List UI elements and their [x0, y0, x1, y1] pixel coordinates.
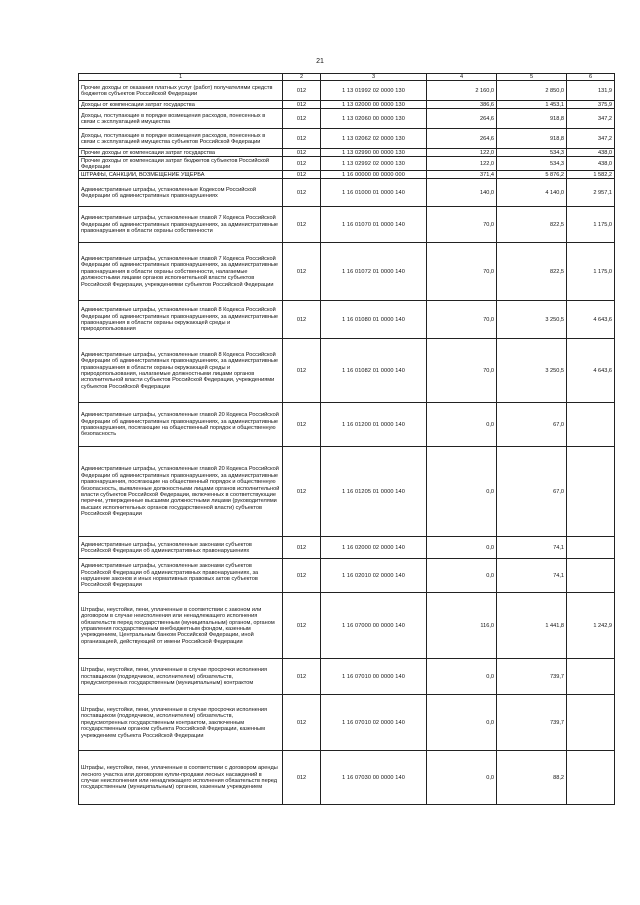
table-row: [79, 101, 615, 109]
row-budget-code-cell: 1 16 01082 01 0000 140: [321, 339, 427, 403]
row-value-col4-cell: 0,0: [427, 659, 497, 695]
header-cell-1: 1: [79, 74, 283, 81]
row-name-cell: Административные штрафы, установленные главой 8 Кодекса Российской Федерации об административных правонарушениях, за административные правонарушения в области охраны окружающей среды и природопользования: [79, 301, 283, 339]
row-value-col5-cell: 534,3: [497, 157, 567, 171]
row-value-col5-cell: 822,5: [497, 207, 567, 243]
row-budget-code-cell: 1 13 02000 00 0000 130: [321, 101, 427, 109]
row-value-col6-cell: 1 175,0: [567, 243, 615, 301]
table-row: [79, 301, 615, 339]
row-name-cell: Штрафы, неустойки, пени, уплаченные в случае просрочки исполнения поставщиком (подрядчиком, исполнителем) обязательств, предусмотренных государственным контрактом, заключенным государственным органом субъекта Российской Федерации, казенным учреждением субъекта Российской Федерации: [79, 695, 283, 751]
header-cell-5: 5: [497, 74, 567, 81]
row-value-col5-cell: 88,2: [497, 751, 567, 805]
row-admin-code-cell: 012: [283, 109, 321, 129]
row-value-col6-cell: 347,2: [567, 109, 615, 129]
row-admin-code-cell: 012: [283, 171, 321, 179]
row-value-col4-cell: 122,0: [427, 149, 497, 157]
row-value-col4-cell: 0,0: [427, 403, 497, 447]
row-value-col5-cell: 3 250,5: [497, 301, 567, 339]
row-name-cell: ШТРАФЫ, САНКЦИИ, ВОЗМЕЩЕНИЕ УЩЕРБА: [79, 171, 283, 179]
table-row: [79, 171, 615, 179]
row-value-col5-cell: 918,8: [497, 109, 567, 129]
row-budget-code-cell: 1 16 07030 00 0000 140: [321, 751, 427, 805]
row-name-cell: Доходы, поступающие в порядке возмещения расходов, понесенных в связи с эксплуатацией имущества субъектов Российской Федерации: [79, 129, 283, 149]
row-value-col4-cell: 70,0: [427, 301, 497, 339]
table-row: [79, 537, 615, 559]
row-value-col4-cell: 0,0: [427, 537, 497, 559]
row-value-col4-cell: 140,0: [427, 179, 497, 207]
row-value-col5-cell: 2 850,0: [497, 81, 567, 101]
header-cell-6: 6: [567, 74, 615, 81]
row-value-col5-cell: 1 453,1: [497, 101, 567, 109]
row-name-cell: Административные штрафы, установленные главой 7 Кодекса Российской Федерации об административных правонарушениях, за административные правонарушения в области охраны собственности, налагаемые должностными лицами органов исполнительной власти субъектов Российской Федерации, учреждениями субъектов Российской Федерации: [79, 243, 283, 301]
row-name-cell: Прочие доходы от оказания платных услуг (работ) получателями средств бюджетов субъектов Российской Федерации: [79, 81, 283, 101]
table-row: [79, 339, 615, 403]
table-row: [79, 157, 615, 171]
row-budget-code-cell: 1 16 01200 01 0000 140: [321, 403, 427, 447]
row-value-col5-cell: 5 876,2: [497, 171, 567, 179]
row-value-col6-cell: [567, 537, 615, 559]
table-row: [79, 207, 615, 243]
row-budget-code-cell: 1 13 02060 00 0000 130: [321, 109, 427, 129]
row-budget-code-cell: 1 13 02062 02 0000 130: [321, 129, 427, 149]
table-row: [79, 81, 615, 101]
row-admin-code-cell: 012: [283, 81, 321, 101]
row-value-col5-cell: 3 250,5: [497, 339, 567, 403]
table-row: [79, 593, 615, 659]
row-admin-code-cell: 012: [283, 129, 321, 149]
row-admin-code-cell: 012: [283, 695, 321, 751]
row-value-col4-cell: 2 160,0: [427, 81, 497, 101]
page-number: 21: [316, 58, 324, 65]
row-value-col5-cell: 74,1: [497, 537, 567, 559]
row-value-col6-cell: 438,0: [567, 157, 615, 171]
table-row: [79, 695, 615, 751]
row-value-col5-cell: 918,8: [497, 129, 567, 149]
row-name-cell: Штрафы, неустойки, пени, уплаченные в соответствии с договором аренды лесного участка или договором купли-продажи лесных насаждений в случае неисполнения или ненадлежащего исполнения обязательств перед государственным (муниципальным) органом, казенным учреждением: [79, 751, 283, 805]
row-value-col6-cell: 375,9: [567, 101, 615, 109]
table-row: [79, 659, 615, 695]
row-value-col5-cell: 739,7: [497, 695, 567, 751]
row-value-col4-cell: 0,0: [427, 695, 497, 751]
row-admin-code-cell: 012: [283, 537, 321, 559]
row-value-col5-cell: 822,5: [497, 243, 567, 301]
row-admin-code-cell: 012: [283, 403, 321, 447]
row-admin-code-cell: 012: [283, 157, 321, 171]
row-budget-code-cell: 1 16 02010 02 0000 140: [321, 559, 427, 593]
table-row: [79, 751, 615, 805]
row-admin-code-cell: 012: [283, 101, 321, 109]
row-value-col4-cell: 0,0: [427, 559, 497, 593]
row-value-col4-cell: 70,0: [427, 207, 497, 243]
table-row: [79, 179, 615, 207]
row-name-cell: Штрафы, неустойки, пени, уплаченные в случае просрочки исполнения поставщиком (подрядчиком, исполнителем) обязательств, предусмотренных государственным (муниципальным) контрактом: [79, 659, 283, 695]
row-value-col6-cell: [567, 403, 615, 447]
row-admin-code-cell: 012: [283, 207, 321, 243]
row-value-col4-cell: 386,6: [427, 101, 497, 109]
row-value-col4-cell: 70,0: [427, 243, 497, 301]
row-value-col6-cell: 1 582,2: [567, 171, 615, 179]
row-admin-code-cell: 012: [283, 301, 321, 339]
row-budget-code-cell: 1 16 02000 02 0000 140: [321, 537, 427, 559]
row-value-col6-cell: 4 643,6: [567, 339, 615, 403]
row-value-col4-cell: 122,0: [427, 157, 497, 171]
row-budget-code-cell: 1 16 01072 01 0000 140: [321, 243, 427, 301]
row-value-col6-cell: [567, 695, 615, 751]
row-admin-code-cell: 012: [283, 751, 321, 805]
revenue-table: [78, 73, 615, 805]
row-name-cell: Административные штрафы, установленные главой 8 Кодекса Российской Федерации об административных правонарушениях, за административные правонарушения в области охраны окружающей среды и природопользования, налагаемые должностными лицами органов исполнительной власти субъектов Российской Федерации, учреждениями субъектов Российской Федерации: [79, 339, 283, 403]
row-budget-code-cell: 1 13 01992 02 0000 130: [321, 81, 427, 101]
row-admin-code-cell: 012: [283, 243, 321, 301]
row-name-cell: Прочие доходы от компенсации затрат бюджетов субъектов Российской Федерации: [79, 157, 283, 171]
table-row: [79, 447, 615, 537]
row-name-cell: Административные штрафы, установленные законами субъектов Российской Федерации об административных правонарушениях: [79, 537, 283, 559]
row-budget-code-cell: 1 16 07010 00 0000 140: [321, 659, 427, 695]
row-name-cell: Доходы от компенсации затрат государства: [79, 101, 283, 109]
row-admin-code-cell: 012: [283, 149, 321, 157]
row-value-col5-cell: 4 140,0: [497, 179, 567, 207]
table-row: [79, 243, 615, 301]
row-value-col6-cell: 2 957,1: [567, 179, 615, 207]
row-admin-code-cell: 012: [283, 593, 321, 659]
row-value-col5-cell: 1 441,8: [497, 593, 567, 659]
row-name-cell: Административные штрафы, установленные законами субъектов Российской Федерации об административных правонарушениях, за нарушение законов и иных нормативных правовых актов субъектов Российской Федерации: [79, 559, 283, 593]
row-value-col6-cell: 131,9: [567, 81, 615, 101]
row-name-cell: Административные штрафы, установленные главой 7 Кодекса Российской Федерации об административных правонарушениях, за административные правонарушения в области охраны собственности: [79, 207, 283, 243]
row-value-col5-cell: 67,0: [497, 403, 567, 447]
row-value-col4-cell: 116,0: [427, 593, 497, 659]
row-value-col6-cell: 438,0: [567, 149, 615, 157]
row-value-col5-cell: 534,3: [497, 149, 567, 157]
row-value-col6-cell: 347,2: [567, 129, 615, 149]
row-value-col6-cell: 1 242,9: [567, 593, 615, 659]
row-value-col5-cell: 67,0: [497, 447, 567, 537]
row-admin-code-cell: 012: [283, 339, 321, 403]
row-value-col4-cell: 0,0: [427, 447, 497, 537]
row-value-col6-cell: 4 643,6: [567, 301, 615, 339]
row-budget-code-cell: 1 16 01000 01 0000 140: [321, 179, 427, 207]
row-budget-code-cell: 1 16 01080 01 0000 140: [321, 301, 427, 339]
header-cell-3: 3: [321, 74, 427, 81]
row-value-col6-cell: [567, 447, 615, 537]
row-budget-code-cell: 1 16 07000 00 0000 140: [321, 593, 427, 659]
row-budget-code-cell: 1 13 02992 02 0000 130: [321, 157, 427, 171]
table-row: [79, 403, 615, 447]
row-name-cell: Административные штрафы, установленные Кодексом Российской Федерации об административных правонарушениях: [79, 179, 283, 207]
row-budget-code-cell: 1 16 01070 01 0000 140: [321, 207, 427, 243]
row-name-cell: Прочие доходы от компенсации затрат государства: [79, 149, 283, 157]
table-row: [79, 129, 615, 149]
table-row: [79, 559, 615, 593]
row-name-cell: Штрафы, неустойки, пени, уплаченные в соответствии с законом или договором в случае неисполнения или ненадлежащего исполнения обязательств перед государственным (муниципальным) органом, органом управления государственным внебюджетным фондом, казенным учреждением, Центральным банком Российской Федерации, иной организацией, действующей от имени Российской Федерации: [79, 593, 283, 659]
row-value-col4-cell: 371,4: [427, 171, 497, 179]
row-value-col6-cell: [567, 751, 615, 805]
row-value-col5-cell: 74,1: [497, 559, 567, 593]
row-value-col6-cell: 1 175,0: [567, 207, 615, 243]
row-value-col5-cell: 739,7: [497, 659, 567, 695]
table-row: [79, 109, 615, 129]
row-budget-code-cell: 1 16 00000 00 0000 000: [321, 171, 427, 179]
row-admin-code-cell: 012: [283, 447, 321, 537]
row-value-col4-cell: 70,0: [427, 339, 497, 403]
row-value-col6-cell: [567, 559, 615, 593]
row-name-cell: Доходы, поступающие в порядке возмещения расходов, понесенных в связи с эксплуатацией имущества: [79, 109, 283, 129]
row-value-col6-cell: [567, 659, 615, 695]
row-admin-code-cell: 012: [283, 179, 321, 207]
row-name-cell: Административные штрафы, установленные главой 20 Кодекса Российской Федерации об административных правонарушениях, за административные правонарушения, посягающие на общественный порядок и общественную безопасность, выявленные должностными лицами органов исполнительной власти субъектов Российской Федерации, включенных в соответствующие перечни, утвержденные высшими должностными лицами (руководителями высших исполнительных органов государственной власти) субъектов Российской Федерации: [79, 447, 283, 537]
header-cell-4: 4: [427, 74, 497, 81]
header-row: [79, 74, 615, 81]
row-admin-code-cell: 012: [283, 659, 321, 695]
row-budget-code-cell: 1 16 01205 01 0000 140: [321, 447, 427, 537]
header-cell-2: 2: [283, 74, 321, 81]
row-budget-code-cell: 1 16 07010 02 0000 140: [321, 695, 427, 751]
row-admin-code-cell: 012: [283, 559, 321, 593]
row-name-cell: Административные штрафы, установленные главой 20 Кодекса Российской Федерации об административных правонарушениях, за административные правонарушения, посягающие на общественный порядок и общественную безопасность: [79, 403, 283, 447]
row-value-col4-cell: 264,6: [427, 109, 497, 129]
row-value-col4-cell: 0,0: [427, 751, 497, 805]
row-budget-code-cell: 1 13 02990 00 0000 130: [321, 149, 427, 157]
row-value-col4-cell: 264,6: [427, 129, 497, 149]
table-row: [79, 149, 615, 157]
